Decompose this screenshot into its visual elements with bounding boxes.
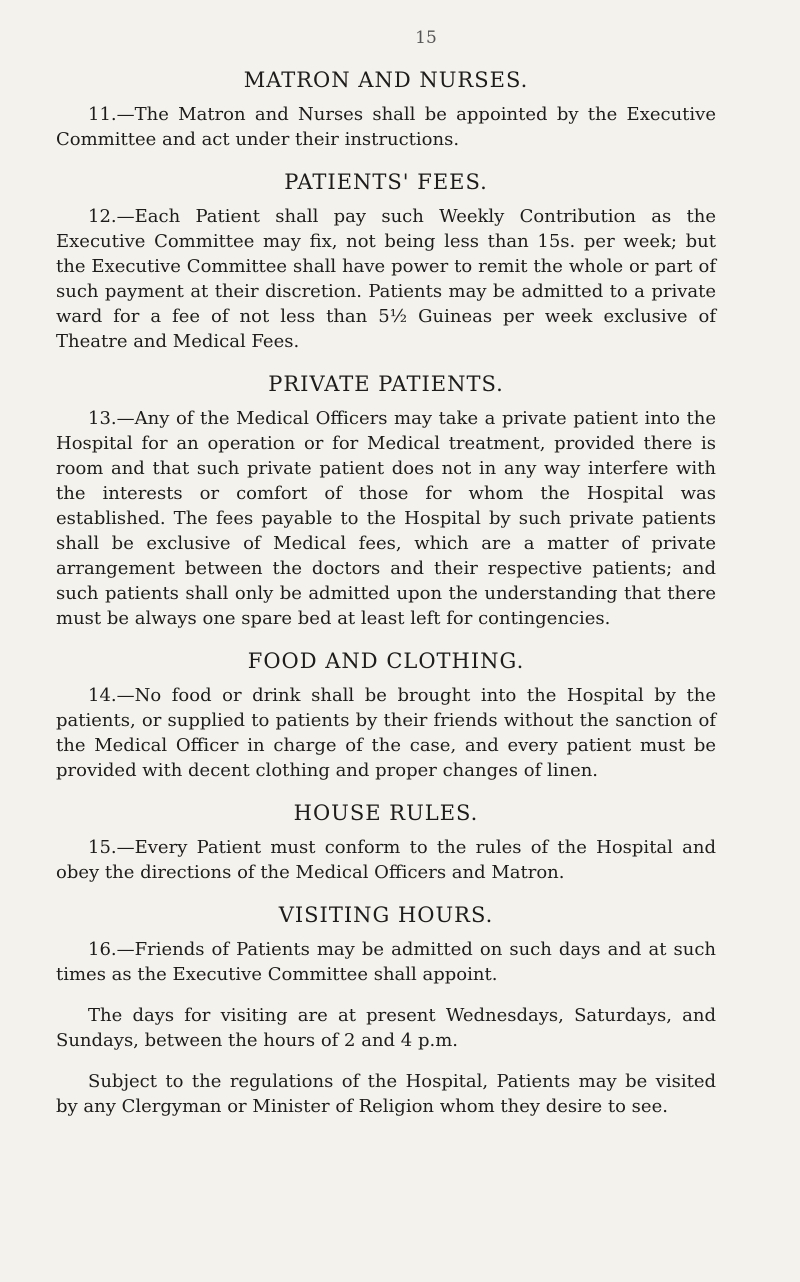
section-heading: PRIVATE PATIENTS. [268,372,504,396]
paragraph: 14.—No food or drink shall be brought into the Hospital by the patients, or supplied to patients by their friends without the sanction of the Medical Officer in charge of the case, and every patient must be provided with decent clothing and proper changes of linen. [56,685,716,781]
section-patients-fees [56,170,716,354]
section-matron-and-nurses [56,68,716,152]
section-heading: PATIENTS' FEES. [284,170,488,194]
paragraph: 13.—Any of the Medical Officers may take a private patient into the Hospital for an operation or for Medical treatment, provided there is room and that such private patient does not in any way interfere with the interests or comfort of those for whom the Hospital was established. The fees payable to the Hospital by such private patients shall be exclusive of Medical fees, which are a matter of private arrangement between the doctors and their respective patients; and such patients shall only be admitted upon the understanding that there must be always one spare bed at least left for contingencies. [56,408,716,629]
paragraph: 16.—Friends of Patients may be admitted on such days and at such times as the Executive Committee shall appoint. [56,939,716,985]
section-heading: HOUSE RULES. [293,801,479,825]
section-house-rules [56,801,716,885]
section-heading: FOOD AND CLOTHING. [247,649,525,673]
section-private-patients [56,372,716,631]
paragraph: 15.—Every Patient must conform to the rules of the Hospital and obey the directions of the Medical Officers and Matron. [56,837,716,883]
section-food-and-clothing [56,649,716,783]
paragraph: 11.—The Matron and Nurses shall be appointed by the Executive Committee and act under their instructions. [56,104,716,150]
document-page [56,28,716,1137]
paragraph: 12.—Each Patient shall pay such Weekly Contribution as the Executive Committee may fix, not being less than 15s. per week; but the Executive Committee shall have power to remit the whole or part of such payment at their discretion. Patients may be admitted to a private ward for a fee of not less than 5½ Guineas per week exclusive of Theatre and Medical Fees. [56,206,716,352]
paragraph: Subject to the regulations of the Hospital, Patients may be visited by any Clergyman or Minister of Religion whom they desire to see. [56,1071,716,1117]
section-heading: VISITING HOURS. [278,903,494,927]
page-number: 15 [415,28,437,48]
section-heading: MATRON AND NURSES. [243,68,529,92]
paragraph: The days for visiting are at present Wednesdays, Saturdays, and Sundays, between the hours of 2 and 4 p.m. [56,1005,716,1051]
section-visiting-hours [56,903,716,1119]
